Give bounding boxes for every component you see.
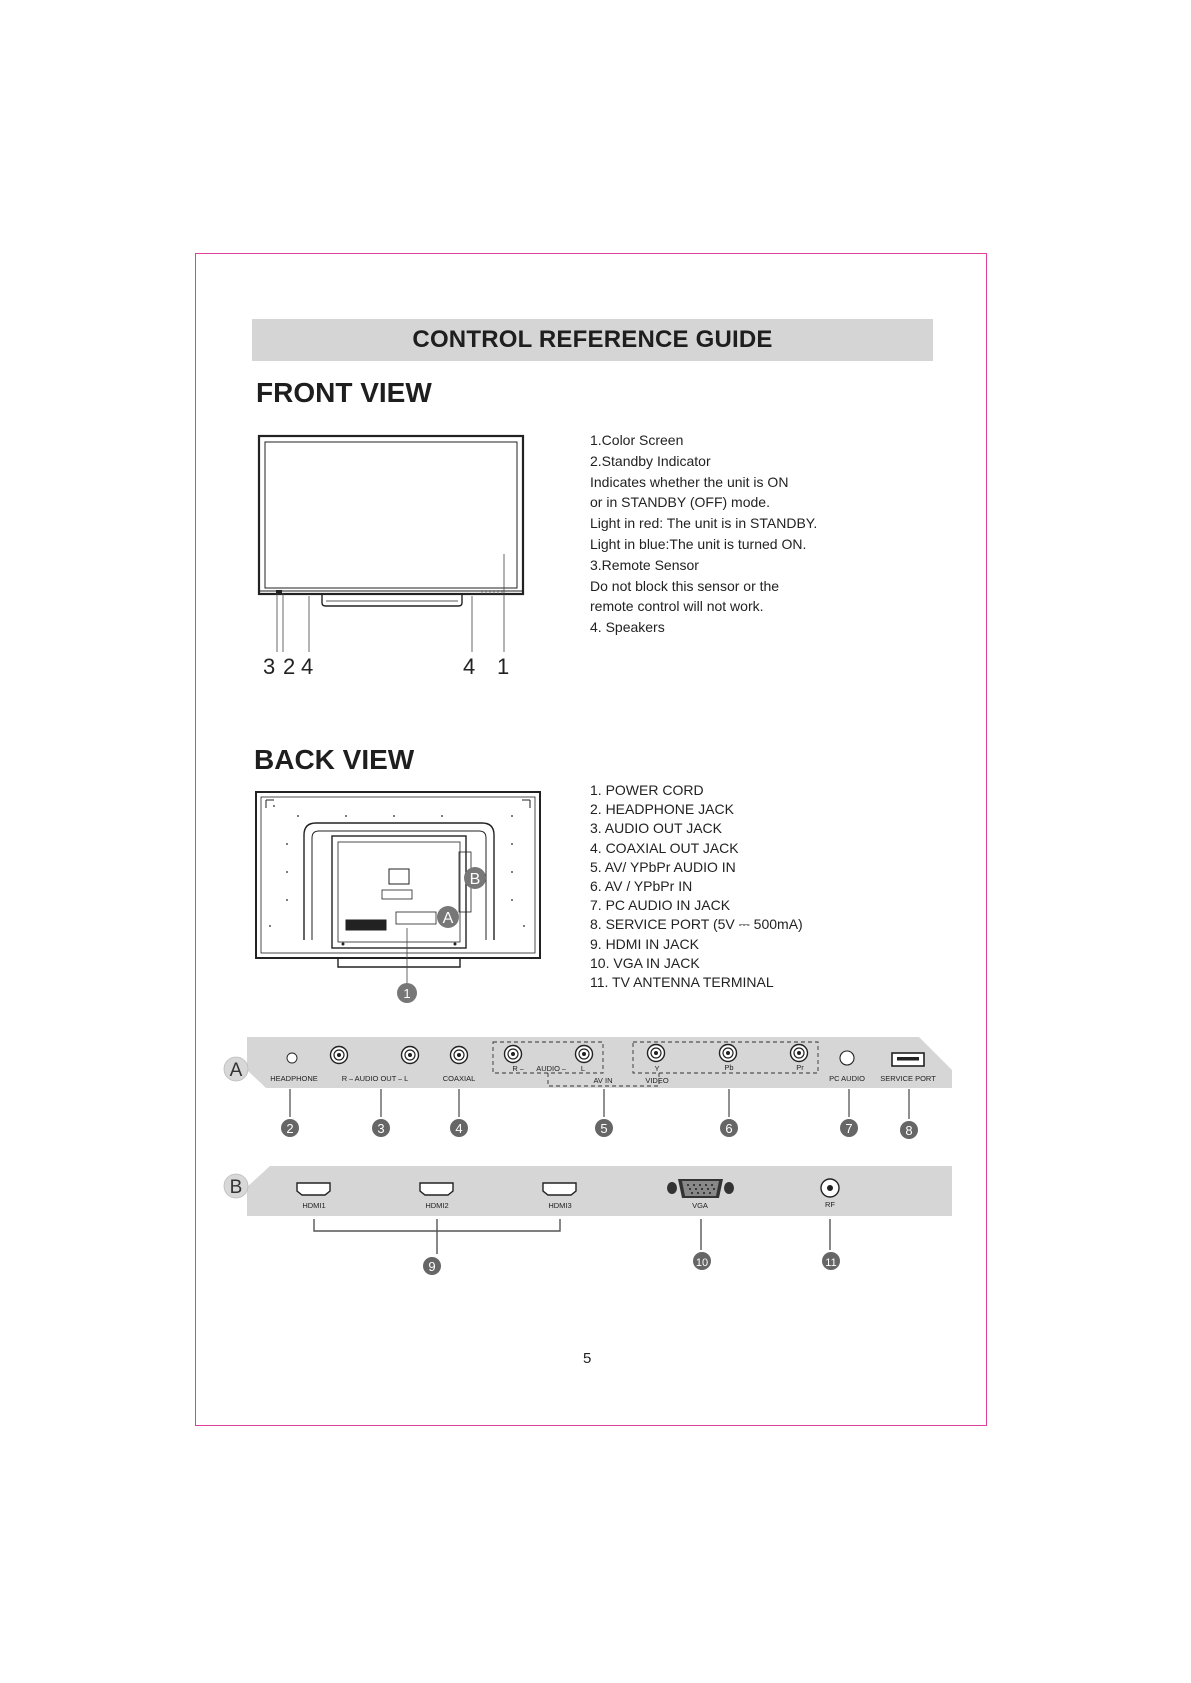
hdmi2-port-icon bbox=[420, 1183, 453, 1195]
list-item: 3. AUDIO OUT JACK bbox=[590, 820, 722, 837]
list-item: Light in blue:The unit is turned ON. bbox=[590, 535, 807, 552]
av-audio-label: AUDIO ⎯ bbox=[536, 1064, 566, 1073]
hdmi3-label: HDMI3 bbox=[548, 1201, 572, 1210]
callout-number: 4 bbox=[301, 654, 314, 679]
callout-number: 6 bbox=[725, 1121, 733, 1136]
callout-number: 4 bbox=[455, 1121, 463, 1136]
tv-back-panel bbox=[332, 836, 466, 948]
standby-indicator bbox=[276, 590, 282, 593]
list-item: 9. HDMI IN JACK bbox=[590, 935, 699, 952]
video-label: VIDEO bbox=[645, 1076, 669, 1085]
video-y-label: Y bbox=[654, 1064, 660, 1073]
hdmi3-port-icon bbox=[543, 1183, 576, 1195]
audio-out-label: R ⎯ AUDIO OUT ⎯ L bbox=[341, 1074, 409, 1083]
coaxial-jack-icon bbox=[451, 1047, 468, 1064]
video-pb-label: Pb bbox=[724, 1063, 734, 1072]
panel-b-callouts bbox=[423, 1252, 840, 1275]
front-view-heading: FRONT VIEW bbox=[256, 377, 432, 408]
list-item: 6. AV / YPbPr IN bbox=[590, 878, 693, 895]
headphone-jack-icon bbox=[287, 1053, 297, 1063]
headphone-label: HEADPHONE bbox=[270, 1074, 318, 1083]
page-number: 5 bbox=[583, 1350, 592, 1367]
marker-a-label: A bbox=[442, 910, 454, 927]
callout-number: 1 bbox=[497, 654, 510, 679]
rf-label: RF bbox=[825, 1200, 835, 1209]
list-item: 7. PC AUDIO IN JACK bbox=[590, 897, 731, 914]
tv-back-stand bbox=[338, 958, 460, 967]
hdmi1-label: HDMI1 bbox=[302, 1201, 326, 1210]
back-tv-illustration bbox=[256, 792, 540, 984]
list-item: remote control will not work. bbox=[590, 598, 764, 615]
page-title: CONTROL REFERENCE GUIDE bbox=[412, 326, 773, 353]
callout-number: 4 bbox=[463, 654, 476, 679]
av-audio-l-icon bbox=[576, 1046, 593, 1063]
video-pb-icon bbox=[720, 1045, 737, 1062]
list-item: 3.Remote Sensor bbox=[590, 556, 699, 573]
usb-service-port-icon bbox=[892, 1053, 924, 1066]
list-item: Do not block this sensor or the bbox=[590, 577, 780, 594]
av-audio-r-icon bbox=[505, 1046, 522, 1063]
panel-b-tag-label: B bbox=[229, 1177, 243, 1198]
panel-b bbox=[224, 1166, 952, 1275]
list-item: 8. SERVICE PORT (5V ⎓ 500mA) bbox=[590, 916, 803, 933]
coaxial-label: COAXIAL bbox=[442, 1074, 476, 1083]
video-pr-label: Pr bbox=[796, 1063, 804, 1072]
hdmi1-port-icon bbox=[297, 1183, 330, 1195]
tv-back-markers bbox=[397, 867, 486, 1003]
callout-number: 11 bbox=[825, 1257, 837, 1269]
audio-out-r-icon bbox=[331, 1047, 348, 1064]
rf-antenna-port-icon bbox=[821, 1179, 839, 1197]
callout-number: 5 bbox=[600, 1121, 608, 1136]
power-cord-marker-label: 1 bbox=[403, 986, 411, 1001]
list-item: Indicates whether the unit is ON bbox=[590, 473, 789, 490]
panel-b-background bbox=[247, 1166, 952, 1216]
list-item: 4. COAXIAL OUT JACK bbox=[590, 839, 739, 856]
av-audio-l-label: L bbox=[580, 1064, 586, 1073]
audio-out-l-icon bbox=[402, 1047, 419, 1064]
panel-a-callouts bbox=[281, 1119, 918, 1139]
callout-number: 8 bbox=[905, 1123, 913, 1138]
callout-number: 7 bbox=[845, 1121, 853, 1136]
panel-a bbox=[224, 1037, 952, 1139]
list-item: 10. VGA IN JACK bbox=[590, 954, 700, 971]
list-item: 2. HEADPHONE JACK bbox=[590, 801, 734, 818]
callout-number: 9 bbox=[428, 1259, 436, 1274]
service-port-label: SERVICE PORT bbox=[880, 1074, 936, 1083]
video-pr-icon bbox=[791, 1045, 808, 1062]
video-y-icon bbox=[648, 1045, 665, 1062]
callout-number: 3 bbox=[263, 654, 276, 679]
list-item: or in STANDBY (OFF) mode. bbox=[590, 494, 770, 511]
front-tv-illustration bbox=[259, 436, 523, 652]
list-item: 2.Standby Indicator bbox=[590, 452, 711, 469]
panel-a-tag-label: A bbox=[229, 1060, 243, 1081]
callout-number: 3 bbox=[377, 1121, 385, 1136]
pc-audio-label: PC AUDIO bbox=[829, 1074, 865, 1083]
front-callout-numbers bbox=[263, 654, 509, 679]
list-item: 1. POWER CORD bbox=[590, 782, 704, 798]
back-view-heading: BACK VIEW bbox=[254, 744, 415, 775]
tv-stand bbox=[322, 594, 462, 606]
tv-bezel bbox=[259, 436, 523, 594]
pc-audio-jack-icon bbox=[840, 1051, 854, 1065]
callout-number: 2 bbox=[286, 1121, 294, 1136]
hdmi2-label: HDMI2 bbox=[425, 1201, 449, 1210]
list-item: 11. TV ANTENNA TERMINAL bbox=[590, 974, 774, 991]
list-item: 5. AV/ YPbPr AUDIO IN bbox=[590, 858, 736, 875]
av-in-label: AV IN bbox=[593, 1076, 613, 1085]
callout-number: 10 bbox=[695, 1257, 709, 1269]
marker-b-label: B bbox=[469, 871, 481, 888]
av-audio-r-label: R ⎯ bbox=[512, 1064, 524, 1073]
list-item: Light in red: The unit is in STANDBY. bbox=[590, 515, 818, 532]
tv-screen bbox=[265, 442, 517, 588]
tv-back-outline bbox=[256, 792, 540, 958]
callout-number: 2 bbox=[283, 654, 296, 679]
vga-label: VGA bbox=[692, 1201, 708, 1210]
list-item: 4. Speakers bbox=[590, 619, 665, 636]
list-item: 1.Color Screen bbox=[590, 432, 684, 448]
